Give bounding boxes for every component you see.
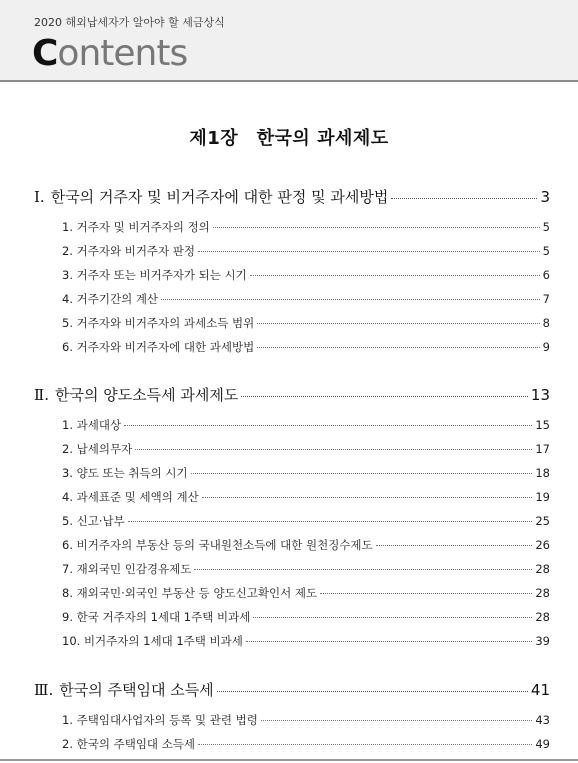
page-number: 43 xyxy=(535,713,550,727)
toc-item[interactable] xyxy=(62,291,550,307)
toc-item[interactable] xyxy=(62,513,550,529)
contents-title xyxy=(32,34,187,74)
section-numeral: Ⅰ. xyxy=(34,188,45,206)
page-number: 41 xyxy=(530,681,550,699)
item-label: 3. 양도 또는 취득의 시기 xyxy=(62,466,188,480)
page-number: 39 xyxy=(535,634,550,648)
dot-leader xyxy=(198,251,540,252)
dot-leader xyxy=(202,497,533,498)
page-number: 19 xyxy=(535,490,550,504)
toc-item[interactable] xyxy=(62,441,550,457)
toc-section-3[interactable] xyxy=(34,679,550,700)
page-number: 5 xyxy=(542,220,550,234)
dot-leader xyxy=(213,227,540,228)
toc-item[interactable] xyxy=(62,489,550,505)
section-numeral: Ⅲ. xyxy=(34,681,54,699)
dot-leader xyxy=(217,691,528,692)
toc-item[interactable] xyxy=(62,736,550,752)
toc-item[interactable] xyxy=(62,712,550,728)
dot-leader xyxy=(198,744,532,745)
chapter-title: 제1장 한국의 과세제도 xyxy=(189,128,389,149)
toc-item[interactable] xyxy=(62,339,550,355)
section-title: Ⅰ. 한국의 거주자 및 비거주자에 대한 판정 및 과세방법 xyxy=(34,188,389,206)
dot-leader xyxy=(194,569,532,570)
dot-leader xyxy=(191,473,533,474)
item-label: 7. 재외국민 인감경유제도 xyxy=(62,562,192,576)
item-label: 2. 거주자와 비거주자 판정 xyxy=(62,244,196,258)
item-label: 6. 비거주자의 부동산 등의 국내원천소득에 대한 원천징수제도 xyxy=(62,538,373,552)
page-number: 15 xyxy=(535,418,550,432)
page-number: 25 xyxy=(535,514,550,528)
page-number: 6 xyxy=(542,268,550,282)
toc-item[interactable] xyxy=(62,465,550,481)
toc-item[interactable] xyxy=(62,315,550,331)
header-divider xyxy=(0,80,578,82)
page-number: 7 xyxy=(542,292,550,306)
dot-leader xyxy=(135,449,532,450)
item-label: 2. 납세의무자 xyxy=(62,442,133,456)
dot-leader xyxy=(320,593,532,594)
toc-section-1[interactable] xyxy=(34,186,550,207)
item-label: 1. 과세대상 xyxy=(62,418,122,432)
toc-item[interactable] xyxy=(62,561,550,577)
toc-item[interactable] xyxy=(62,219,550,235)
item-label: 10. 비거주자의 1세대 1주택 비과세 xyxy=(62,634,243,648)
item-label: 1. 주택임대사업자의 등록 및 관련 법령 xyxy=(62,713,258,727)
item-label: 5. 거주자와 비거주자의 과세소득 범위 xyxy=(62,316,255,330)
page-number: 28 xyxy=(535,586,550,600)
toc-item[interactable] xyxy=(62,609,550,625)
dot-leader xyxy=(128,521,533,522)
item-label: 5. 신고·납부 xyxy=(62,514,125,528)
book-subtitle: 2020 해외납세자가 알아야 할 세금상식 xyxy=(34,16,225,29)
toc-section-2[interactable] xyxy=(34,384,550,405)
dot-leader xyxy=(376,545,533,546)
dot-leader xyxy=(257,347,539,348)
dot-leader xyxy=(257,323,539,324)
page-number: 9 xyxy=(542,340,550,354)
dot-leader xyxy=(250,275,540,276)
contents-title-initial: C xyxy=(32,33,58,74)
section-title: Ⅲ. 한국의 주택임대 소득세 xyxy=(34,681,214,699)
item-label: 6. 거주자와 비거주자에 대한 과세방법 xyxy=(62,340,255,354)
page-number: 49 xyxy=(535,737,550,751)
page-number: 17 xyxy=(535,442,550,456)
toc-item[interactable] xyxy=(62,417,550,433)
page-number: 28 xyxy=(535,562,550,576)
section-title: Ⅱ. 한국의 양도소득세 과세제도 xyxy=(34,386,239,404)
toc-item[interactable] xyxy=(62,585,550,601)
toc-item[interactable] xyxy=(62,633,550,649)
item-label: 4. 과세표준 및 세액의 계산 xyxy=(62,490,199,504)
item-label: 9. 한국 거주자의 1세대 1주택 비과세 xyxy=(62,610,251,624)
contents-title-rest: ontents xyxy=(57,33,188,74)
page-number: 13 xyxy=(530,386,550,404)
dot-leader xyxy=(241,396,528,397)
dot-leader xyxy=(161,299,540,300)
page-number: 28 xyxy=(535,610,550,624)
page-number: 3 xyxy=(540,188,550,206)
dot-leader xyxy=(261,720,532,721)
item-label: 1. 거주자 및 비거주자의 정의 xyxy=(62,220,210,234)
page-number: 18 xyxy=(535,466,550,480)
dot-leader xyxy=(124,425,532,426)
dot-leader xyxy=(391,198,537,199)
page-number: 5 xyxy=(542,244,550,258)
item-label: 4. 거주기간의 계산 xyxy=(62,292,159,306)
dot-leader xyxy=(246,641,533,642)
item-label: 3. 거주자 또는 비거주자가 되는 시기 xyxy=(62,268,247,282)
section-numeral: Ⅱ. xyxy=(34,386,49,404)
toc-item[interactable] xyxy=(62,537,550,553)
dot-leader xyxy=(253,617,532,618)
item-label: 8. 재외국민·외국인 부동산 등 양도신고확인서 제도 xyxy=(62,586,318,600)
toc-item[interactable] xyxy=(62,243,550,259)
footer-divider xyxy=(0,759,578,761)
toc-item[interactable] xyxy=(62,267,550,283)
item-label: 2. 한국의 주택임대 소득세 xyxy=(62,737,196,751)
page-number: 26 xyxy=(535,538,550,552)
page-number: 8 xyxy=(542,316,550,330)
